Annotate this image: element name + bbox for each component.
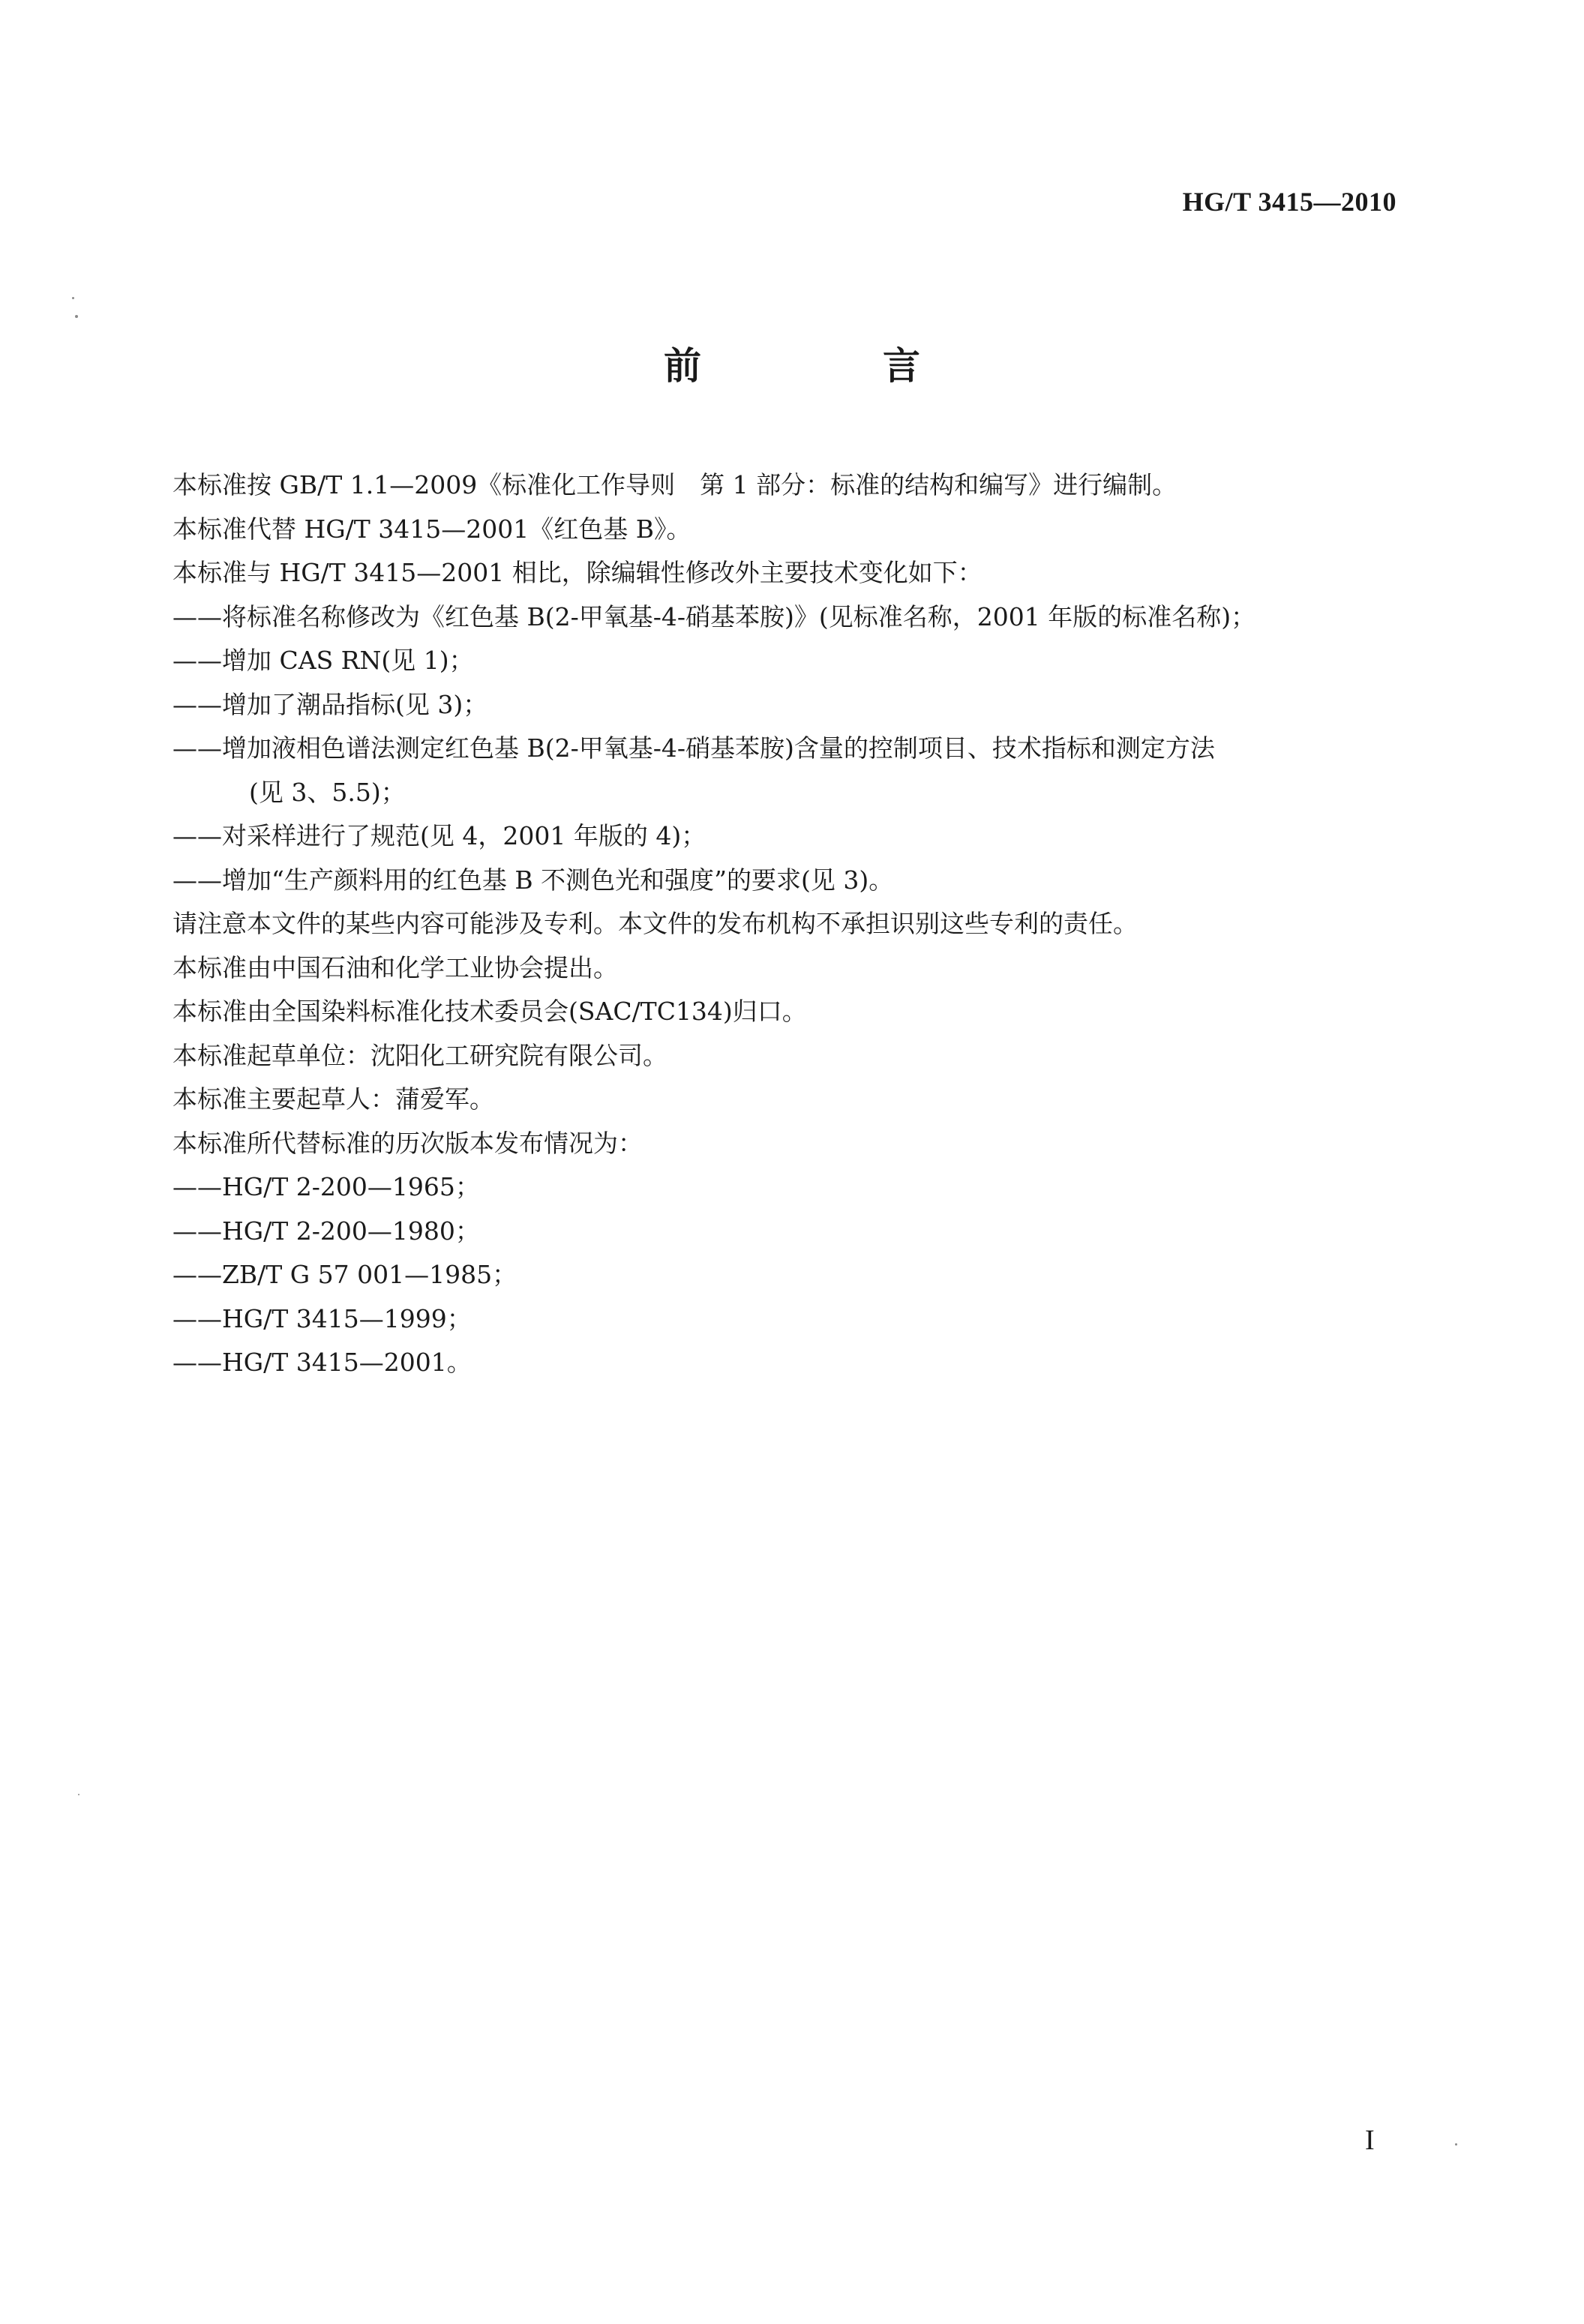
foreword-line: ——HG/T 2-200—1965； <box>172 1172 480 1201</box>
foreword-line: 本标准按 GB/T 1.1—2009《标准化工作导则 第 1 部分：标准的结构和编写》进行编制。 <box>172 470 1178 499</box>
scan-speck <box>75 315 78 318</box>
foreword-line: 本标准由中国石油和化学工业协会提出。 <box>172 952 618 982</box>
foreword-line: ——对采样进行了规范(见 4，2001 年版的 4)； <box>172 821 706 850</box>
scan-speck <box>1455 2143 1457 2146</box>
foreword-line: ——HG/T 3415—2001。 <box>172 1348 472 1377</box>
foreword-line: 本标准与 HG/T 3415—2001 相比，除编辑性修改外主要技术变化如下： <box>172 558 982 587</box>
foreword-line: ——HG/T 2-200—1980； <box>172 1216 480 1246</box>
foreword-line: ——增加了潮品指标(见 3)； <box>172 689 488 719</box>
foreword-body <box>172 463 1418 1385</box>
scan-speck <box>72 297 74 299</box>
foreword-line: ——增加“生产颜料用的红色基 B 不测色光和强度”的要求(见 3)。 <box>172 865 894 895</box>
page-number: I <box>1365 2125 1375 2156</box>
foreword-line: 本标准代替 HG/T 3415—2001《红色基 B》。 <box>172 514 692 544</box>
foreword-line: ——HG/T 3415—1999； <box>172 1303 472 1333</box>
foreword-line: ——增加液相色谱法测定红色基 B(2-甲氧基-4-硝基苯胺)含量的控制项目、技术指标和测定方法 <box>172 733 1215 763</box>
foreword-line: 本标准主要起草人：蒲爱军。 <box>172 1084 494 1114</box>
foreword-line: 本标准起草单位：沈阳化工研究院有限公司。 <box>172 1040 668 1070</box>
foreword-line: ——将标准名称修改为《红色基 B(2-甲氧基-4-硝基苯胺)》(见标准名称，2001 年版的标准名称)； <box>172 601 1256 631</box>
foreword-line: ——增加 CAS RN(见 1)； <box>172 646 474 675</box>
foreword-line: 本标准所代替标准的历次版本发布情况为： <box>172 1128 643 1158</box>
foreword-line: 本标准由全国染料标准化技术委员会(SAC/TC134)归口。 <box>172 997 807 1026</box>
standard-code: HG/T 3415—2010 <box>1182 187 1396 217</box>
foreword-line: ——ZB/T G 57 001—1985； <box>172 1260 518 1289</box>
foreword-line: 请注意本文件的某些内容可能涉及专利。本文件的发布机构不承担识别这些专利的责任。 <box>172 909 1138 938</box>
page-title: 前 言 <box>664 344 992 388</box>
scan-speck <box>78 1794 80 1795</box>
foreword-line: (见 3、5.5)； <box>249 777 406 807</box>
